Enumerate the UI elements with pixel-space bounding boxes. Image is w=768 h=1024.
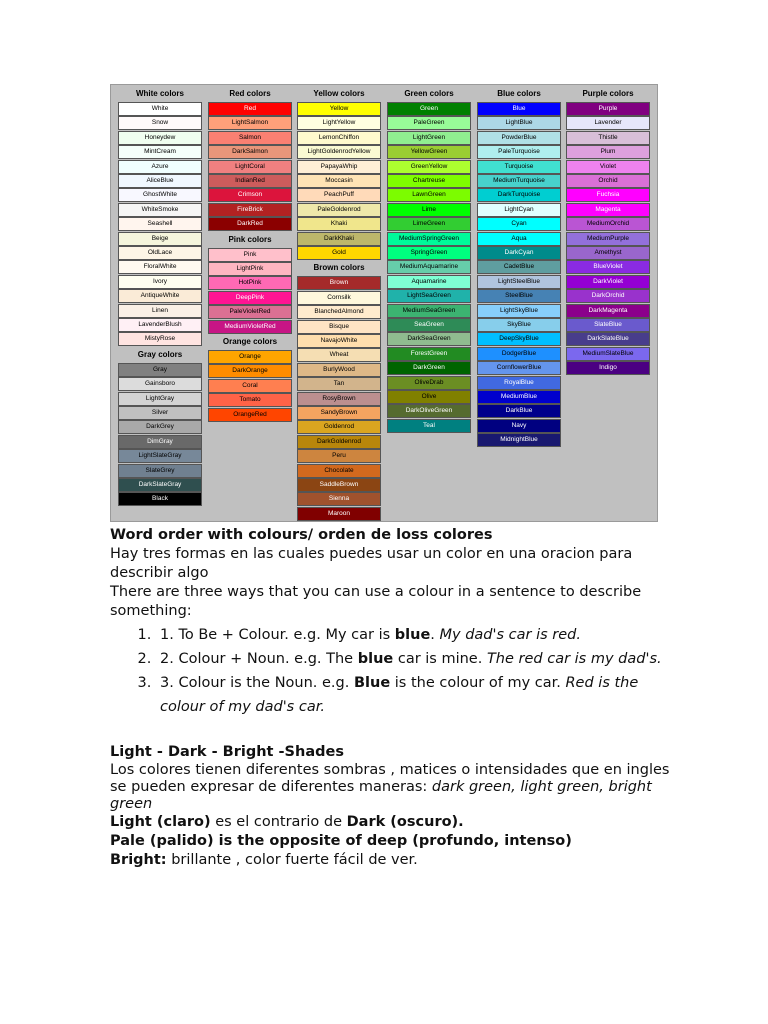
color-swatch: OliveDrab: [387, 376, 471, 390]
color-swatch: Olive: [387, 390, 471, 404]
color-swatch: DarkCyan: [477, 246, 561, 260]
color-swatch: Bisque: [297, 320, 381, 334]
color-swatch: YellowGreen: [387, 145, 471, 159]
color-swatch: MistyRose: [118, 332, 202, 346]
color-swatch: Crimson: [208, 188, 292, 202]
color-group-title: Yellow colors: [313, 89, 365, 98]
color-swatch: LightSteelBlue: [477, 275, 561, 289]
color-swatch: FireBrick: [208, 203, 292, 217]
section-heading: Word order with colours/ orden de loss colores: [110, 527, 493, 543]
paragraph: Light (claro) es el contrario de Dark (oscuro).: [110, 814, 464, 830]
color-swatch: Aqua: [477, 232, 561, 246]
color-swatch: Chartreuse: [387, 174, 471, 188]
color-swatch: Beige: [118, 232, 202, 246]
color-swatch: Lavender: [566, 116, 650, 130]
color-swatch: PaleGoldenrod: [297, 203, 381, 217]
color-swatch: Azure: [118, 160, 202, 174]
color-swatch: SpringGreen: [387, 246, 471, 260]
color-swatch: LightSlateGray: [118, 449, 202, 463]
color-swatch: Silver: [118, 406, 202, 420]
color-group-title: Green colors: [404, 89, 454, 98]
color-swatch: LightPink: [208, 262, 292, 276]
color-swatch: Red: [208, 102, 292, 116]
color-swatch: Purple: [566, 102, 650, 116]
color-swatch: MediumVioletRed: [208, 320, 292, 334]
color-swatch: Orange: [208, 350, 292, 364]
color-group-title: Gray colors: [137, 349, 183, 359]
color-swatch: LightSeaGreen: [387, 289, 471, 303]
color-swatch: Fuchsia: [566, 188, 650, 202]
color-swatch: DarkOliveGreen: [387, 404, 471, 418]
color-swatch: LightYellow: [297, 116, 381, 130]
color-swatch: BlanchedAlmond: [297, 305, 381, 319]
color-swatch: MediumSlateBlue: [566, 347, 650, 361]
color-chart-image: [110, 84, 658, 522]
color-swatch: PaleVioletRed: [208, 305, 292, 319]
color-swatch: DarkRed: [208, 217, 292, 231]
color-swatch: SaddleBrown: [297, 478, 381, 492]
color-swatch: Honeydew: [118, 131, 202, 145]
color-swatch: Gray: [118, 363, 202, 377]
numbered-list: [110, 623, 670, 719]
color-swatch: LightCyan: [477, 203, 561, 217]
color-swatch: PaleTurquoise: [477, 145, 561, 159]
color-swatch: LimeGreen: [387, 217, 471, 231]
color-swatch: LightGreen: [387, 131, 471, 145]
color-group-title: Red colors: [229, 89, 271, 98]
color-swatch: DeepPink: [208, 291, 292, 305]
color-swatch: PeachPuff: [297, 188, 381, 202]
color-swatch: DarkOrchid: [566, 289, 650, 303]
color-swatch: Orchid: [566, 174, 650, 188]
color-swatch: LightGray: [118, 392, 202, 406]
color-swatch: MintCream: [118, 145, 202, 159]
color-swatch: PowderBlue: [477, 131, 561, 145]
color-group-title: Brown colors: [313, 263, 365, 273]
color-swatch: Pink: [208, 248, 292, 262]
color-swatch: Maroon: [297, 507, 381, 521]
color-swatch: SlateGrey: [118, 464, 202, 478]
color-swatch: Wheat: [297, 348, 381, 362]
color-swatch: Coral: [208, 379, 292, 393]
color-swatch: Chocolate: [297, 464, 381, 478]
color-swatch: Seashell: [118, 217, 202, 231]
color-swatch: RoyalBlue: [477, 376, 561, 390]
color-swatch: SandyBrown: [297, 406, 381, 420]
color-swatch: Green: [387, 102, 471, 116]
color-swatch: GhostWhite: [118, 188, 202, 202]
color-swatch: LavenderBlush: [118, 318, 202, 332]
color-swatch: HotPink: [208, 276, 292, 290]
color-swatch: BurlyWood: [297, 363, 381, 377]
paragraph: Hay tres formas en las cuales puedes usar un color en una oracion para describir algo: [110, 546, 633, 581]
color-group-title: White colors: [135, 89, 184, 98]
color-swatch: Linen: [118, 304, 202, 318]
color-swatch: Lime: [387, 203, 471, 217]
color-swatch: PapayaWhip: [297, 160, 381, 174]
color-swatch: DarkBlue: [477, 404, 561, 418]
color-swatch: MediumBlue: [477, 390, 561, 404]
color-swatch: DarkGoldenrod: [297, 435, 381, 449]
color-swatch: SkyBlue: [477, 318, 561, 332]
color-swatch: WhiteSmoke: [118, 203, 202, 217]
list-item: 2. 2. Colour + Noun. e.g. The blue car is mine. The red car is my dad's.: [156, 647, 670, 671]
color-swatch: Turquoise: [477, 160, 561, 174]
color-swatch: Navy: [477, 419, 561, 433]
color-group-title: Orange colors: [222, 337, 278, 346]
paragraph: Los colores tienen diferentes sombras , matices o intensidades que en ingles se pueden expresar de diferentes maneras: dark green, light green, bright green: [110, 762, 670, 812]
color-swatch: Aquamarine: [387, 275, 471, 289]
color-swatch: OrangeRed: [208, 408, 292, 422]
color-swatch: LemonChiffon: [297, 131, 381, 145]
color-swatch: LightGoldenrodYellow: [297, 145, 381, 159]
color-swatch: SteelBlue: [477, 289, 561, 303]
paragraph: Bright: brillante , color fuerte fácil de ver.: [110, 852, 418, 868]
color-swatch: MediumSpringGreen: [387, 232, 471, 246]
color-swatch: Plum: [566, 145, 650, 159]
color-swatch: DeepSkyBlue: [477, 332, 561, 346]
paragraph: There are three ways that you can use a colour in a sentence to describe something:: [110, 584, 642, 619]
document-body: [110, 526, 670, 870]
paragraph: Pale (palido) is the opposite of deep (profundo, intenso): [110, 833, 572, 849]
color-swatch: Gainsboro: [118, 377, 202, 391]
color-swatch: LightSkyBlue: [477, 304, 561, 318]
color-swatch: DodgerBlue: [477, 347, 561, 361]
color-swatch: Peru: [297, 449, 381, 463]
color-swatch: DarkGrey: [118, 420, 202, 434]
color-swatch: Snow: [118, 116, 202, 130]
color-swatch: Magenta: [566, 203, 650, 217]
color-swatch: MediumAquamarine: [387, 260, 471, 274]
color-group-title: Pink colors: [228, 234, 272, 244]
color-swatch: Blue: [477, 102, 561, 116]
color-swatch: Ivory: [118, 275, 202, 289]
color-swatch: SeaGreen: [387, 318, 471, 332]
list-item: 1. 1. To Be + Colour. e.g. My car is blue. My dad's car is red.: [156, 623, 670, 647]
color-swatch: NavajoWhite: [297, 334, 381, 348]
color-swatch: MediumTurquoise: [477, 174, 561, 188]
color-swatch: RosyBrown: [297, 392, 381, 406]
color-swatch: Indigo: [566, 361, 650, 375]
color-swatch: Violet: [566, 160, 650, 174]
color-swatch: Yellow: [297, 102, 381, 116]
list-item: 3. 3. Colour is the Noun. e.g. Blue is the colour of my car. Red is the colour of my dad's car.: [156, 671, 670, 719]
color-swatch: CornflowerBlue: [477, 361, 561, 375]
color-swatch: GreenYellow: [387, 160, 471, 174]
color-swatch: Black: [118, 492, 202, 506]
color-swatch: MediumSeaGreen: [387, 304, 471, 318]
color-swatch: Brown: [297, 276, 381, 290]
color-swatch: LawnGreen: [387, 188, 471, 202]
color-swatch: Moccasin: [297, 174, 381, 188]
color-swatch: Gold: [297, 246, 381, 260]
color-swatch: PaleGreen: [387, 116, 471, 130]
color-swatch: Khaki: [297, 217, 381, 231]
color-group-title: Purple colors: [582, 89, 634, 98]
color-swatch: DarkKhaki: [297, 232, 381, 246]
color-swatch: Cornsilk: [297, 291, 381, 305]
color-swatch: DarkSlateBlue: [566, 332, 650, 346]
color-swatch: LightBlue: [477, 116, 561, 130]
color-swatch: Tan: [297, 377, 381, 391]
color-swatch: Sienna: [297, 492, 381, 506]
color-swatch: IndianRed: [208, 174, 292, 188]
color-swatch: BlueViolet: [566, 260, 650, 274]
color-swatch: OldLace: [118, 246, 202, 260]
color-swatch: DarkSlateGray: [118, 478, 202, 492]
color-swatch: Amethyst: [566, 246, 650, 260]
color-swatch: ForestGreen: [387, 347, 471, 361]
section-heading: Light - Dark - Bright -Shades: [110, 744, 344, 760]
color-swatch: MediumOrchid: [566, 217, 650, 231]
color-swatch: DarkViolet: [566, 275, 650, 289]
color-group-title: Blue colors: [497, 89, 541, 98]
color-swatch: MidnightBlue: [477, 433, 561, 447]
color-swatch: DarkMagenta: [566, 304, 650, 318]
color-swatch: Tomato: [208, 393, 292, 407]
color-swatch: SlateBlue: [566, 318, 650, 332]
color-swatch: White: [118, 102, 202, 116]
color-swatch: Teal: [387, 419, 471, 433]
color-swatch: Cyan: [477, 217, 561, 231]
color-swatch: LightCoral: [208, 160, 292, 174]
color-swatch: AntiqueWhite: [118, 289, 202, 303]
color-swatch: DimGray: [118, 435, 202, 449]
color-swatch: Goldenrod: [297, 420, 381, 434]
color-swatch: DarkGreen: [387, 361, 471, 375]
color-swatch: DarkOrange: [208, 364, 292, 378]
color-swatch: DarkTurquoise: [477, 188, 561, 202]
color-swatch: DarkSalmon: [208, 145, 292, 159]
color-swatch: Salmon: [208, 131, 292, 145]
color-swatch: CadetBlue: [477, 260, 561, 274]
color-swatch: DarkSeaGreen: [387, 332, 471, 346]
color-swatch: AliceBlue: [118, 174, 202, 188]
color-swatch: FloralWhite: [118, 260, 202, 274]
color-swatch: MediumPurple: [566, 232, 650, 246]
color-swatch: Thistle: [566, 131, 650, 145]
color-swatch: LightSalmon: [208, 116, 292, 130]
